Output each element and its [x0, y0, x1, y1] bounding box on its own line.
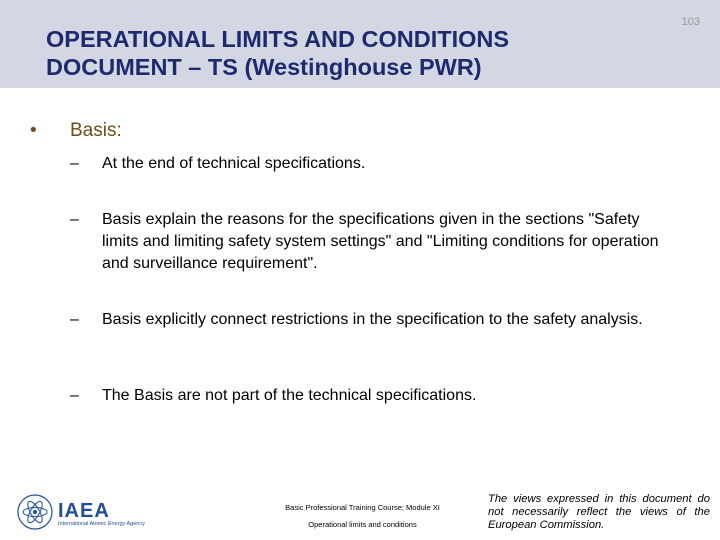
bullet-marker: •: [30, 120, 37, 141]
sub-bullet-text: At the end of technical specifications.: [102, 155, 366, 172]
iaea-logo-text: IAEA: [58, 500, 110, 522]
iaea-logo-subtext: International Atomic Energy Agency: [58, 521, 145, 527]
footer-module-title: Operational limits and conditions: [308, 520, 417, 529]
dash-marker: –: [70, 387, 79, 404]
dash-marker: –: [70, 155, 79, 172]
title-line-2: DOCUMENT – TS (Westinghouse PWR): [46, 54, 482, 80]
sub-bullet-text: The Basis are not part of the technical specifications.: [102, 387, 477, 404]
dash-marker: –: [70, 211, 79, 228]
bullet-label: Basis:: [70, 120, 122, 141]
page-number: 103: [681, 16, 700, 28]
dash-marker: –: [70, 311, 79, 328]
sub-bullet-text: Basis explain the reasons for the specifications given in the sections "Safety limits and limiting safety system settings" and "Limiting conditions for operation and surveillance requirement".: [102, 211, 659, 272]
disclaimer-text: The views expressed in this document do not necessarily reflect the views of the European Commission.: [488, 493, 710, 531]
footer-course-title: Basic Professional Training Course; Module XI: [285, 503, 440, 512]
iaea-emblem-icon: [16, 493, 54, 531]
title-line-1: OPERATIONAL LIMITS AND CONDITIONS: [46, 26, 510, 52]
sub-bullet-text: Basis explicitly connect restrictions in the specification to the safety analysis.: [102, 311, 643, 328]
page-title: [46, 25, 646, 81]
